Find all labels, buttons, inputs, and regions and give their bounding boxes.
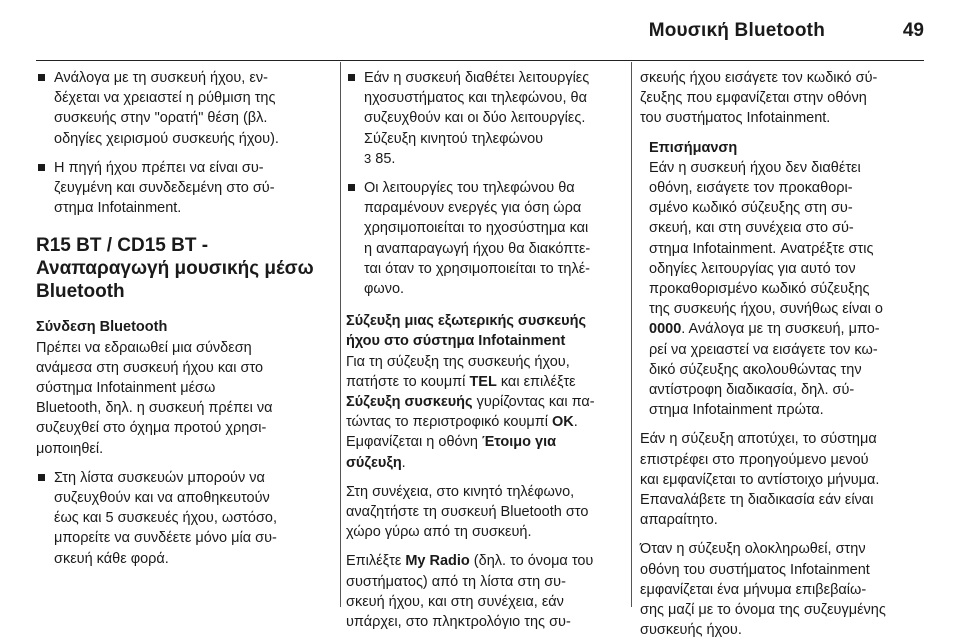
default-code: 0000 <box>649 321 682 338</box>
paragraph-pairing-steps: Για τη σύζευξη της συσκευής ήχου, πατήστε το κουμπί TEL και επιλέξτε Σύζευξη συσκευής γυρίζοντας και πα- τώντας το περιστροφικό κουμπί OK. Εμφανίζεται η οθόνη Έτοιμο για σύζευξη. <box>346 353 595 471</box>
bullet-device-list: Στη λίστα συσκευών μπορούν να συζευχθούν και να αποθηκευτούν έως και 5 συσκευές ήχου, ωστόσο, μπορείτε να συνδέετε μόνο μία συ- σκευή κάθε φορά. <box>36 468 320 569</box>
my-radio-label: My Radio <box>405 553 470 570</box>
section-heading: R15 BT / CD15 BT - Αναπαραγωγή μουσικής μέσω Bluetooth <box>36 235 314 303</box>
note-title: Επισήμανση <box>649 139 738 156</box>
paragraph-select: Επιλέξτε My Radio (δηλ. το όνομα του συστήματος) από τη λίστα στη συ- σκευή ήχου, και στη συνέχεια, εάν υπάρχει, στο πληκτρολόγιο της συ- <box>346 553 594 631</box>
column-3 <box>640 68 926 640</box>
note-box: Επισήμανση Εάν η συσκευή ήχου δεν διαθέτει οθόνη, εισάγετε τον προκαθορι- σμένο κωδικό σύζευξης στη συ- σκευή, και στη συνέχεια στο σύ- στημα Infotainment. Ανατρέξτε στις οδηγίες λειτουργίας για αυτό τον προκαθορισμένο κωδικό σύζευξης της συσκευής ήχου, συνήθως είναι ο 0000. Ανάλογα με τη συσκευή, μπο- ρεί να χρειαστεί να εισάγετε τον κω- δικό σύζευξης ακολουθώντας την αντίστροφη διαδικασία, δηλ. σύ- στημα Infotainment πρώτα. <box>640 138 926 421</box>
paragraph-search: Στη συνέχεια, στο κινητό τηλέφωνο, αναζητήστε τη συσκευή Bluetooth στο χώρο γύρω από τη συσκευή. <box>346 483 589 541</box>
bullet-visibility: Ανάλογα με τη συσκευή ήχου, εν- δέχεται να χρειαστεί η ρύθμιση της συσκευής στην "ορατή" θέση (βλ. οδηγίες χειρισμού συσκευής ήχου). <box>36 68 320 149</box>
arrow-icon: 3 <box>364 150 372 166</box>
bullet-phone-functions: Εάν η συσκευή διαθέτει λειτουργίες ηχοσυστήματος και τηλεφώνου, θα συζευχθούν και οι δύο λειτουργίες. Σύζευξη κινητού τηλεφώνου 3 85. <box>346 68 630 169</box>
subheading-pairing: Σύζευξη μιας εξωτερικής συσκευής ήχου στο σύστημα Infotainment <box>346 313 586 350</box>
page-title: Μουσική Bluetooth <box>648 20 825 41</box>
column-divider-1 <box>340 62 341 607</box>
page-header <box>0 0 960 60</box>
paragraph-pairing-failed: Εάν η σύζευξη αποτύχει, το σύστημα επιστρέφει στο προηγούμενο μενού και εμφανίζεται το αντίστοιχο μήνυμα. Επαναλάβετε τη διαδικασία εάν είναι απαραίτητο. <box>640 431 880 529</box>
paragraph-enter-code: σκευής ήχου εισάγετε τον κωδικό σύ- ζευξης που εμφανίζεται στην οθόνη του συστήματος Infotainment. <box>640 70 878 127</box>
ok-button-label: OK <box>552 414 574 431</box>
bullet-paired-source: Η πηγή ήχου πρέπει να είναι συ- ζευγμένη και συνδεδεμένη στο σύ- στημα Infotainment. <box>36 158 320 219</box>
tel-button-label: TEL <box>469 373 497 390</box>
header-divider <box>36 60 924 61</box>
page-number: 49 <box>902 20 924 41</box>
bullet-phone-active: Οι λειτουργίες του τηλεφώνου θα παραμένουν ενεργές για όση ώρα χρησιμοποιείται το ηχοσύστημα και η αναπαραγωγή ήχου θα διακόπτε- ται όταν το χρησιμοποιείται το τηλέ- φωνο. <box>346 178 630 299</box>
column-divider-2 <box>631 62 632 607</box>
pair-device-menu-label: Σύζευξη συσκευής <box>346 394 473 411</box>
subheading-bluetooth-connection: Σύνδεση Bluetooth <box>36 319 168 336</box>
paragraph-connection: Πρέπει να εδραιωθεί μια σύνδεση ανάμεσα στη συσκευή ήχου και στο σύστημα Infotainment μέσω Bluetooth, δηλ. η συσκευή πρέπει να συζευχθεί στο όχημα προτού χρησι- μοποιηθεί. <box>36 339 273 457</box>
cross-reference[interactable]: 3 85. <box>364 150 396 167</box>
ready-screen-label: Έτοιμο για <box>481 434 557 451</box>
column-1 <box>36 68 320 569</box>
column-2 <box>346 68 630 632</box>
paragraph-pairing-complete: Όταν η σύζευξη ολοκληρωθεί, στην οθόνη του συστήματος Infotainment εμφανίζεται ένα μήνυμα επιβεβαίω- σης μαζί με το όνομα της συζευγμένης συσκευής ήχου. <box>640 541 886 639</box>
